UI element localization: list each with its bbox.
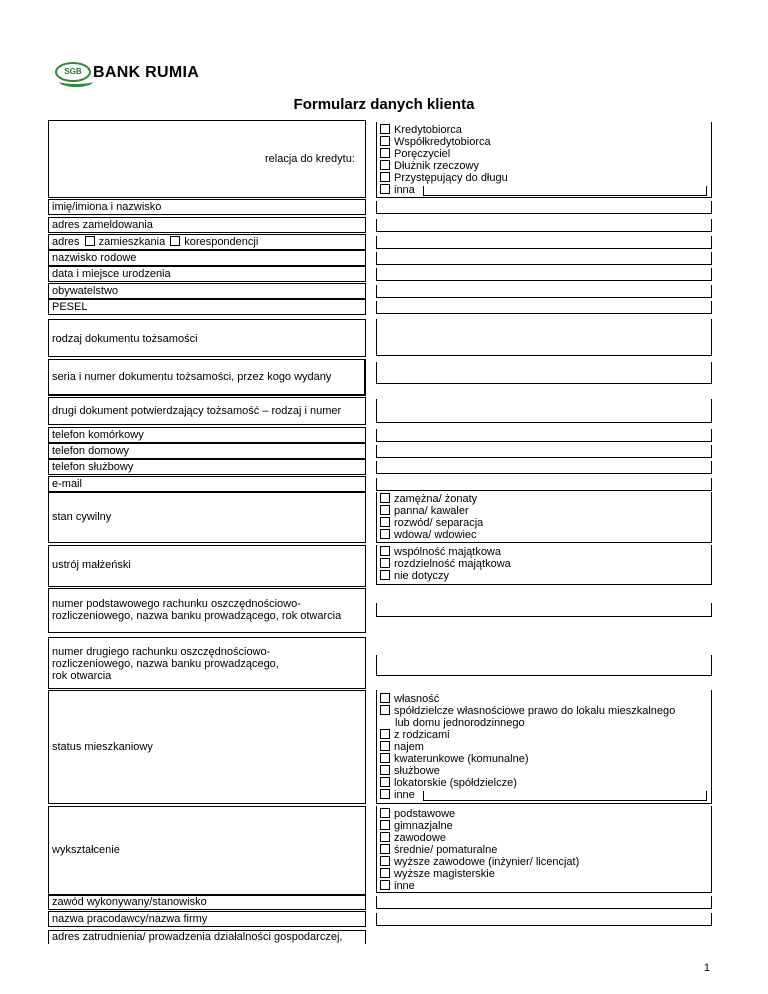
checkbox[interactable]	[380, 856, 390, 866]
nazwisko-rodowe-input[interactable]	[376, 252, 712, 265]
option-panna[interactable]: panna/ kawaler	[380, 505, 469, 517]
option-gimnazjalne[interactable]: gimnazjalne	[380, 820, 453, 832]
option-zamezna[interactable]: zamężna/ żonaty	[380, 493, 477, 505]
option-rozdzielnosc[interactable]: rozdzielność majątkowa	[380, 558, 511, 570]
adres-input[interactable]	[376, 236, 712, 249]
obywatelstwo-input[interactable]	[376, 285, 712, 298]
zawod-input[interactable]	[376, 896, 712, 909]
option-inne-status[interactable]: inne	[380, 789, 415, 801]
option-nie-dotyczy[interactable]: nie dotyczy	[380, 570, 449, 582]
seria-dok-label: seria i numer dokumentu tożsamości, przez kogo wydany	[52, 371, 332, 383]
checkbox[interactable]	[380, 844, 390, 854]
nazwisko-rodowe-label: nazwisko rodowe	[52, 252, 137, 264]
checkbox[interactable]	[380, 517, 390, 527]
tel-sluz-label: telefon służbowy	[52, 461, 134, 473]
option-przystepujacy[interactable]: Przystępujący do długu	[380, 172, 508, 184]
page-title: Formularz danych klienta	[293, 96, 475, 113]
adres-zatr-label: adres zatrudnienia/ prowadzenia działalności gospodarczej,	[52, 931, 343, 943]
drugi-dok-input[interactable]	[376, 399, 712, 423]
checkbox[interactable]	[380, 148, 390, 158]
option-wyzsze-magisterskie[interactable]: wyższe magisterskie	[380, 868, 495, 880]
checkbox[interactable]	[380, 124, 390, 134]
inna-input-line[interactable]	[423, 195, 707, 196]
option-inna[interactable]: inna	[380, 184, 415, 196]
tel-sluz-input[interactable]	[376, 461, 712, 474]
pesel-label-box	[48, 299, 366, 315]
page-number: 1	[703, 962, 710, 974]
checkbox[interactable]	[380, 693, 390, 703]
inne-status-field-end	[706, 791, 707, 800]
option-wlasnosc[interactable]: własność	[380, 693, 439, 705]
option-wdowa[interactable]: wdowa/ wdowiec	[380, 529, 477, 541]
checkbox[interactable]	[380, 832, 390, 842]
checkbox[interactable]	[380, 765, 390, 775]
option-kwaterunkowe[interactable]: kwaterunkowe (komunalne)	[380, 753, 529, 765]
stan-cywilny-label: stan cywilny	[52, 511, 112, 523]
relacja-label: relacja do kredytu:	[265, 153, 355, 165]
option-wspolkredytobiorca[interactable]: Współkredytobiorca	[380, 136, 491, 148]
email-label: e-mail	[52, 478, 82, 490]
korespondencji-checkbox[interactable]	[170, 236, 180, 246]
ustroj-label: ustrój małżeński	[52, 559, 131, 571]
option-spoldzielcze-cont: lub domu jednorodzinnego	[395, 717, 525, 729]
checkbox[interactable]	[380, 741, 390, 751]
pesel-label: PESEL	[52, 301, 88, 313]
email-input[interactable]	[376, 478, 712, 491]
email-label-box	[48, 476, 366, 492]
option-z-rodzicami[interactable]: z rodzicami	[380, 729, 450, 741]
checkbox[interactable]	[380, 493, 390, 503]
rachunek1-label-line2: rozliczeniowego, nazwa banku prowadzącego, rok otwarcia	[52, 610, 342, 622]
data-miejsce-label: data i miejsce urodzenia	[52, 268, 171, 280]
inna-field-start	[423, 186, 424, 195]
option-spoldzielcze-wlasnosciowe[interactable]: spółdzielcze własnościowe prawo do lokalu mieszkalnego	[380, 705, 675, 717]
option-srednie[interactable]: średnie/ pomaturalne	[380, 844, 497, 856]
tel-dom-input[interactable]	[376, 445, 712, 458]
checkbox[interactable]	[380, 529, 390, 539]
checkbox[interactable]	[380, 546, 390, 556]
obywatelstwo-label: obywatelstwo	[52, 285, 119, 297]
option-lokatorskie[interactable]: lokatorskie (spółdzielcze)	[380, 777, 517, 789]
imie-input[interactable]	[376, 201, 712, 214]
rodzaj-dok-input[interactable]	[376, 319, 712, 356]
option-poreczyciel[interactable]: Poręczyciel	[380, 148, 450, 160]
inna-field-end	[706, 186, 707, 195]
adres-zameldowania-label: adres zameldowania	[52, 219, 153, 231]
tel-kom-input[interactable]	[376, 429, 712, 442]
data-miejsce-input[interactable]	[376, 268, 712, 281]
checkbox[interactable]	[380, 558, 390, 568]
option-inne-wyk[interactable]: inne	[380, 880, 415, 892]
rachunek2-label-line3: rok otwarcia	[52, 670, 112, 682]
tel-kom-label: telefon komórkowy	[52, 429, 144, 441]
rachunek2-label-line2: rozliczeniowego, nazwa banku prowadzącego,	[52, 658, 279, 670]
rachunek1-label-line1: numer podstawowego rachunku oszczędnościowo-	[52, 598, 301, 610]
option-wspolnosc[interactable]: wspólność majątkowa	[380, 546, 501, 558]
option-zawodowe[interactable]: zawodowe	[380, 832, 446, 844]
status-label: status mieszkaniowy	[52, 741, 153, 753]
zamieszkania-checkbox[interactable]	[85, 236, 95, 246]
zawod-label: zawód wykonywany/stanowisko	[52, 896, 207, 908]
wyksztalcenie-label: wykształcenie	[52, 844, 120, 856]
adres-typ-label: adres zamieszkania korespondencji	[52, 236, 259, 248]
pracodawca-input[interactable]	[376, 913, 712, 926]
checkbox[interactable]	[380, 136, 390, 146]
pesel-input[interactable]	[376, 301, 712, 314]
checkbox[interactable]	[380, 880, 390, 890]
option-sluzbowe[interactable]: służbowe	[380, 765, 440, 777]
logo-swoosh	[59, 76, 93, 87]
tel-dom-label: telefon domowy	[52, 445, 130, 457]
rodzaj-dok-label: rodzaj dokumentu tożsamości	[52, 333, 198, 345]
checkbox[interactable]	[380, 868, 390, 878]
seria-dok-input[interactable]	[376, 362, 712, 384]
imie-label: imię/imiona i nazwisko	[52, 201, 162, 213]
rachunek2-label-line1: numer drugiego rachunku oszczędnościowo-	[52, 646, 271, 658]
adres-zameldowania-input[interactable]	[376, 219, 712, 232]
logo-text: BANK RUMIA	[93, 64, 200, 81]
inne-status-input-line[interactable]	[423, 800, 707, 801]
checkbox[interactable]	[380, 808, 390, 818]
drugi-dok-label: drugi dokument potwierdzający tożsamość – rodzaj i numer	[52, 405, 342, 417]
checkbox[interactable]	[380, 172, 390, 182]
checkbox[interactable]	[380, 705, 390, 715]
checkbox[interactable]	[380, 820, 390, 830]
option-kredytobiorca[interactable]: Kredytobiorca	[380, 124, 462, 136]
option-najem[interactable]: najem	[380, 741, 424, 753]
option-podstawowe[interactable]: podstawowe	[380, 808, 455, 820]
option-wyzsze-zawodowe[interactable]: wyższe zawodowe (inżynier/ licencjat)	[380, 856, 579, 868]
checkbox[interactable]	[380, 789, 390, 799]
checkbox[interactable]	[380, 570, 390, 580]
inne-status-field-start	[423, 791, 424, 800]
checkbox[interactable]	[380, 753, 390, 763]
checkbox[interactable]	[380, 160, 390, 170]
checkbox[interactable]	[380, 505, 390, 515]
pracodawca-label: nazwa pracodawcy/nazwa firmy	[52, 913, 208, 925]
option-dluznik-rzeczowy[interactable]: Dłużnik rzeczowy	[380, 160, 479, 172]
checkbox[interactable]	[380, 777, 390, 787]
sgb-logo-icon: SGB	[55, 62, 91, 82]
rachunek1-input[interactable]	[376, 603, 712, 617]
checkbox[interactable]	[380, 729, 390, 739]
checkbox[interactable]	[380, 184, 390, 194]
rachunek2-input[interactable]	[376, 655, 712, 676]
option-rozwod[interactable]: rozwód/ separacja	[380, 517, 483, 529]
